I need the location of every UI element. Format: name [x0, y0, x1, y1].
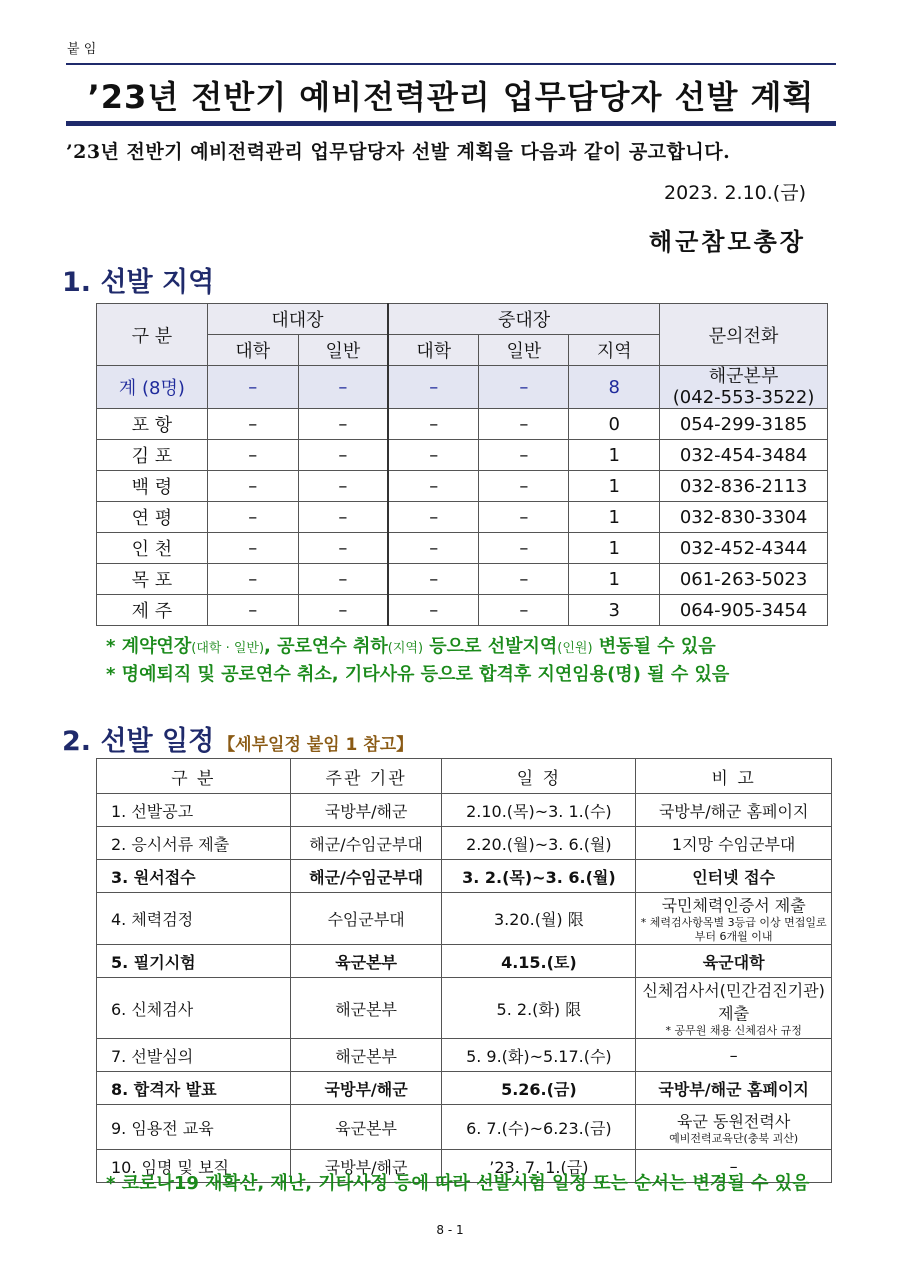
region-note-1 — [106, 632, 716, 658]
region-cell-bn-univ: – — [207, 440, 298, 471]
schedule-row — [97, 1039, 832, 1072]
schedule-cell-item: 4. 체력검정 — [97, 893, 291, 945]
schedule-remark-main: – — [729, 1156, 738, 1176]
schedule-cell-item: 8. 합격자 발표 — [97, 1072, 291, 1105]
schedule-header-org: 주관 기관 — [290, 759, 442, 794]
region-cell-co-univ: – — [388, 502, 479, 533]
total-contact-phone: (042-553-3522) — [672, 387, 815, 408]
section2-subtitle: 【세부일정 붙임 1 참고】 — [218, 735, 414, 755]
schedule-cell-schedule: 2.20.(월)~3. 6.(월) — [442, 827, 636, 860]
schedule-note: * 코로나19 재확산, 재난, 기타사정 등에 따라 선발시험 일정 또는 순서는 변경될 수 있음 — [106, 1173, 810, 1194]
schedule-cell-item: 1. 선발공고 — [97, 794, 291, 827]
note1-b: , 공로연수 취하 — [264, 636, 388, 657]
header-contact: 문의전화 — [660, 304, 828, 366]
region-cell-bn-general: – — [298, 533, 388, 564]
schedule-cell-item: 2. 응시서류 제출 — [97, 827, 291, 860]
region-cell-bn-univ: – — [207, 502, 298, 533]
region-cell-region: 1 — [569, 471, 660, 502]
schedule-cell-org: 육군본부 — [290, 945, 442, 978]
total-bn-univ: – — [207, 366, 298, 409]
schedule-remark-main: 국방부/해군 홈페이지 — [658, 1079, 809, 1099]
note1-d: 변동될 수 있음 — [592, 636, 716, 657]
schedule-cell-schedule: ’23. 7. 1.(금) — [442, 1150, 636, 1183]
header-battalion: 대대장 — [207, 304, 388, 335]
region-cell-bn-general: – — [298, 409, 388, 440]
region-row — [97, 502, 828, 533]
region-row — [97, 440, 828, 471]
total-label: 계 (8명) — [97, 366, 208, 409]
region-cell-bn-general: – — [298, 471, 388, 502]
region-cell-co-univ: – — [388, 564, 479, 595]
region-cell-co-general: – — [479, 440, 569, 471]
region-cell-region: 1 — [569, 502, 660, 533]
schedule-cell-schedule: 6. 7.(수)~6.23.(금) — [442, 1105, 636, 1150]
schedule-cell-remark — [636, 860, 832, 893]
region-cell-bn-univ: – — [207, 471, 298, 502]
region-cell-co-general: – — [479, 409, 569, 440]
page-number: 8 - 1 — [436, 1223, 464, 1237]
schedule-cell-item: 7. 선발심의 — [97, 1039, 291, 1072]
region-cell-phone: 032-452-4344 — [660, 533, 828, 564]
region-cell-area: 인 천 — [97, 533, 208, 564]
schedule-remark-main: 육군대학 — [702, 952, 765, 972]
schedule-remark-main: 인터넷 접수 — [692, 867, 776, 887]
schedule-cell-schedule: 3.20.(월) 限 — [442, 893, 636, 945]
schedule-row — [97, 1105, 832, 1150]
region-note-2: * 명예퇴직 및 공로연수 취소, 기타사유 등으로 합격후 지연임용(명) 될 수 있음 — [106, 664, 730, 685]
section2-title-text: 2. 선발 일정 — [62, 726, 215, 757]
schedule-remark-main: 국민체력인증서 제출 — [661, 896, 806, 915]
header-region: 지역 — [569, 335, 660, 366]
schedule-cell-org: 국방부/해군 — [290, 794, 442, 827]
region-table — [96, 303, 828, 626]
schedule-header-row — [97, 759, 832, 794]
region-cell-phone: 054-299-3185 — [660, 409, 828, 440]
schedule-header-remark: 비 고 — [636, 759, 832, 794]
schedule-cell-org: 수임군부대 — [290, 893, 442, 945]
schedule-remark-main: 국방부/해군 홈페이지 — [658, 801, 809, 821]
schedule-cell-org: 육군본부 — [290, 1105, 442, 1150]
region-cell-co-univ: – — [388, 533, 479, 564]
region-cell-phone: 064-905-3454 — [660, 595, 828, 626]
region-cell-region: 1 — [569, 440, 660, 471]
schedule-cell-item: 5. 필기시험 — [97, 945, 291, 978]
header-category: 구 분 — [97, 304, 208, 366]
schedule-cell-item: 9. 임용전 교육 — [97, 1105, 291, 1150]
schedule-remark-sub: * 체력검사항목별 3등급 이상 면접일로부터 6개월 이내 — [640, 916, 827, 943]
schedule-cell-remark — [636, 978, 832, 1039]
region-cell-bn-general: – — [298, 440, 388, 471]
region-cell-co-general: – — [479, 564, 569, 595]
note1-c-small: (인원) — [557, 641, 593, 656]
region-cell-phone: 032-454-3484 — [660, 440, 828, 471]
total-bn-general: – — [298, 366, 388, 409]
note1-b-small: (지역) — [387, 641, 424, 656]
schedule-remark-main: 1지망 수임군부대 — [671, 834, 796, 854]
total-co-univ: – — [388, 366, 479, 409]
region-cell-bn-general: – — [298, 595, 388, 626]
schedule-header-category: 구 분 — [97, 759, 291, 794]
note1-a: 계약연장 — [121, 636, 192, 657]
issuer: 해군참모총장 — [648, 228, 806, 256]
schedule-cell-schedule: 5. 2.(화) 限 — [442, 978, 636, 1039]
header-co-general: 일반 — [479, 335, 569, 366]
schedule-row — [97, 893, 832, 945]
schedule-row — [97, 827, 832, 860]
title-bottom-rule — [66, 121, 836, 126]
schedule-cell-item: 3. 원서접수 — [97, 860, 291, 893]
schedule-row — [97, 860, 832, 893]
region-cell-bn-general: – — [298, 502, 388, 533]
attachment-label: 붙 임 — [67, 42, 97, 57]
region-cell-co-general: – — [479, 471, 569, 502]
schedule-cell-remark — [636, 1072, 832, 1105]
region-row — [97, 533, 828, 564]
section1-title: 1. 선발 지역 — [62, 267, 215, 298]
schedule-row — [97, 794, 832, 827]
region-cell-region: 1 — [569, 564, 660, 595]
region-cell-region: 3 — [569, 595, 660, 626]
schedule-remark-main: – — [729, 1045, 738, 1065]
schedule-cell-schedule: 5.26.(금) — [442, 1072, 636, 1105]
schedule-cell-org: 국방부/해군 — [290, 1072, 442, 1105]
region-cell-area: 연 평 — [97, 502, 208, 533]
schedule-cell-org: 해군본부 — [290, 978, 442, 1039]
region-row — [97, 471, 828, 502]
region-cell-area: 목 포 — [97, 564, 208, 595]
total-region: 8 — [569, 366, 660, 409]
schedule-remark-main: 신체검사서(민간검진기관) 제출 — [642, 981, 825, 1023]
region-cell-co-univ: – — [388, 440, 479, 471]
section2-title — [62, 719, 413, 758]
schedule-cell-item: 6. 신체검사 — [97, 978, 291, 1039]
total-contact-org: 해군본부 — [708, 366, 779, 387]
schedule-cell-org: 해군본부 — [290, 1039, 442, 1072]
header-bn-general: 일반 — [298, 335, 388, 366]
region-cell-co-general: – — [479, 502, 569, 533]
region-cell-region: 1 — [569, 533, 660, 564]
schedule-remark-main: 육군 동원전력사 — [677, 1111, 791, 1131]
region-cell-co-univ: – — [388, 409, 479, 440]
schedule-cell-remark — [636, 1105, 832, 1150]
header-co-univ: 대학 — [388, 335, 479, 366]
schedule-cell-org: 국방부/해군 — [290, 1150, 442, 1183]
region-cell-area: 포 항 — [97, 409, 208, 440]
header-bn-univ: 대학 — [207, 335, 298, 366]
schedule-cell-item: 10. 임명 및 보직 — [97, 1150, 291, 1183]
total-row — [97, 366, 828, 409]
schedule-row — [97, 1072, 832, 1105]
region-cell-co-univ: – — [388, 471, 479, 502]
schedule-cell-schedule: 4.15.(토) — [442, 945, 636, 978]
region-row — [97, 564, 828, 595]
region-row — [97, 595, 828, 626]
schedule-cell-schedule: 5. 9.(화)~5.17.(수) — [442, 1039, 636, 1072]
schedule-cell-remark — [636, 945, 832, 978]
schedule-header-schedule: 일 정 — [442, 759, 636, 794]
note1-a-small: (대학 · 일반) — [191, 641, 265, 656]
region-cell-co-univ: – — [388, 595, 479, 626]
note1-star: * — [106, 636, 116, 657]
schedule-cell-remark — [636, 893, 832, 945]
schedule-remark-sub: * 공무원 채용 신체검사 규정 — [665, 1024, 802, 1037]
total-co-general: – — [479, 366, 569, 409]
schedule-row — [97, 978, 832, 1039]
region-cell-co-general: – — [479, 533, 569, 564]
schedule-cell-remark — [636, 794, 832, 827]
region-cell-bn-general: – — [298, 564, 388, 595]
region-cell-phone: 032-836-2113 — [660, 471, 828, 502]
schedule-cell-schedule: 3. 2.(목)~3. 6.(월) — [442, 860, 636, 893]
region-cell-phone: 032-830-3304 — [660, 502, 828, 533]
region-cell-bn-univ: – — [207, 564, 298, 595]
region-cell-area: 김 포 — [97, 440, 208, 471]
title-top-rule — [66, 63, 836, 65]
intro-text: ’23년 전반기 예비전력관리 업무담당자 선발 계획을 다음과 같이 공고합니다. — [66, 141, 731, 163]
schedule-cell-remark — [636, 1039, 832, 1072]
note1-c: 등으로 선발지역 — [423, 636, 558, 657]
region-cell-co-general: – — [479, 595, 569, 626]
region-cell-region: 0 — [569, 409, 660, 440]
schedule-row — [97, 945, 832, 978]
schedule-cell-remark — [636, 827, 832, 860]
total-contact — [660, 366, 828, 409]
schedule-cell-org: 해군/수임군부대 — [290, 827, 442, 860]
schedule-table — [96, 758, 832, 1183]
region-cell-phone: 061-263-5023 — [660, 564, 828, 595]
region-cell-bn-univ: – — [207, 533, 298, 564]
region-cell-bn-univ: – — [207, 409, 298, 440]
notice-date: 2023. 2.10.(금) — [664, 182, 806, 204]
region-cell-bn-univ: – — [207, 595, 298, 626]
region-cell-area: 백 령 — [97, 471, 208, 502]
region-cell-area: 제 주 — [97, 595, 208, 626]
header-company: 중대장 — [388, 304, 660, 335]
region-row — [97, 409, 828, 440]
page-title: ’23년 전반기 예비전력관리 업무담당자 선발 계획 — [87, 78, 815, 116]
schedule-remark-sub: 예비전력교육단(충북 괴산) — [669, 1131, 799, 1145]
schedule-cell-org: 해군/수임군부대 — [290, 860, 442, 893]
schedule-cell-schedule: 2.10.(목)~3. 1.(수) — [442, 794, 636, 827]
